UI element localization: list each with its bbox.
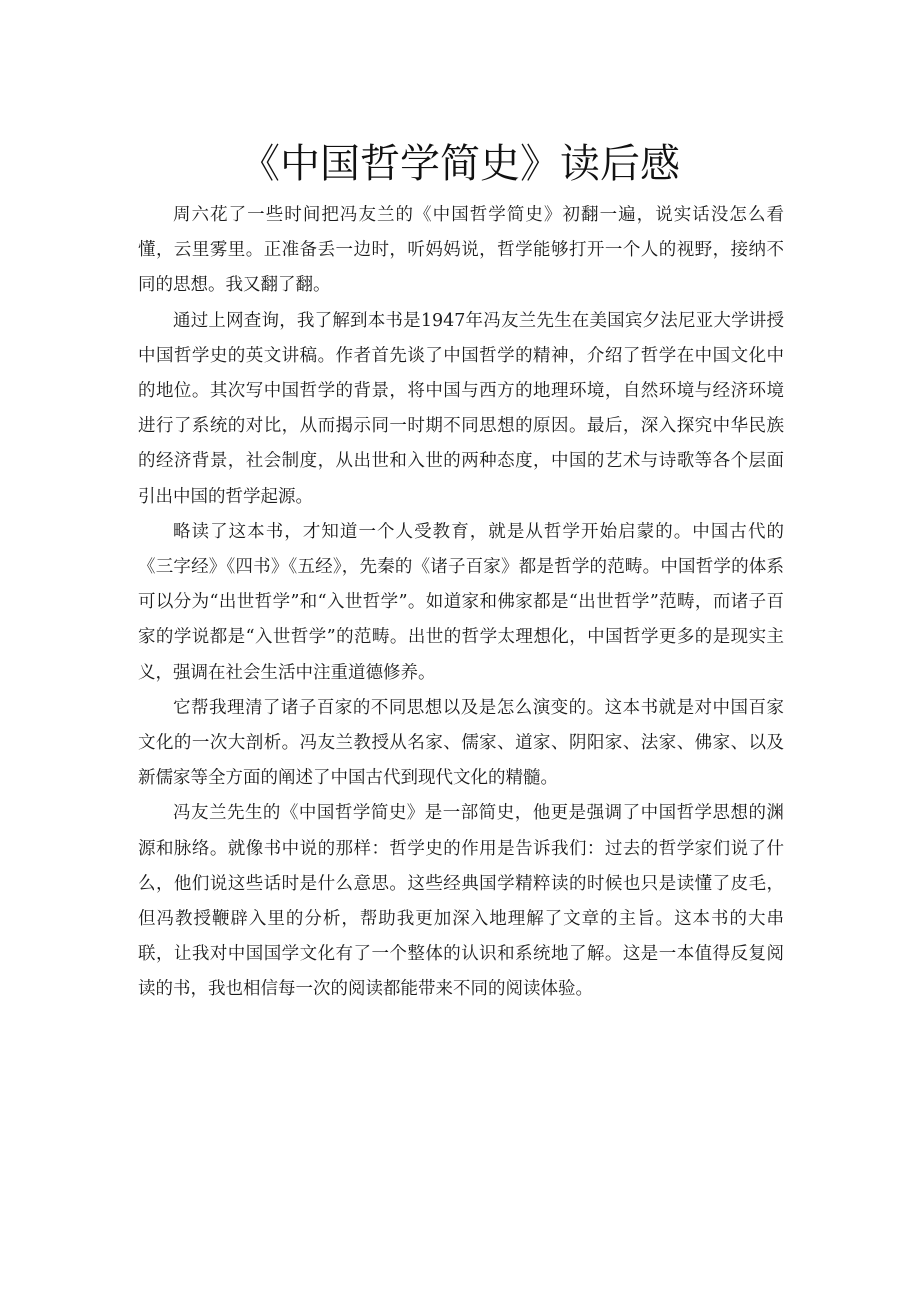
document-title: 《中国哲学简史》读后感 bbox=[240, 141, 680, 187]
document-body bbox=[138, 198, 784, 1008]
paragraph-5: 冯友兰先生的《中国哲学简史》是一部简史，他更是强调了中国哲学思想的渊源和脉络。就像书中说的那样：哲学史的作用是告诉我们：过去的哲学家们说了什么，他们说这些话时是什么意思。这些经典国学精粹读的时候也只是读懂了皮毛，但冯教授鞭辟入里的分析，帮助我更加深入地理解了文章的主旨。这本书的大串联，让我对中国国学文化有了一个整体的认识和系统地了解。这是一本值得反复阅读的书，我也相信每一次的阅读都能带来不同的阅读体验。 bbox=[138, 803, 784, 1000]
paragraph-3: 略读了这本书，才知道一个人受教育，就是从哲学开始启蒙的。中国古代的《三字经》《四书》《五经》，先秦的《诸子百家》都是哲学的范畴。中国哲学的体系可以分为“出世哲学”和“入世哲学”。如道家和佛家都是“出世哲学”范畴，而诸子百家的学说都是“入世哲学”的范畴。出世的哲学太理想化，中国哲学更多的是现实主义，强调在社会生活中注重道德修养。 bbox=[138, 521, 784, 683]
paragraph-1: 周六花了一些时间把冯友兰的《中国哲学简史》初翻一遍，说实话没怎么看懂，云里雾里。正准备丢一边时，听妈妈说，哲学能够打开一个人的视野，接纳不同的思想。我又翻了翻。 bbox=[138, 205, 784, 296]
paragraph-4: 它帮我理清了诸子百家的不同思想以及是怎么演变的。这本书就是对中国百家文化的一次大剖析。冯友兰教授从名家、儒家、道家、阴阳家、法家、佛家、以及新儒家等全方面的阐述了中国古代到现代文化的精髓。 bbox=[138, 697, 784, 789]
paragraph-2: 通过上网查询，我了解到本书是1947年冯友兰先生在美国宾夕法尼亚大学讲授中国哲学史的英文讲稿。作者首先谈了中国哲学的精神，介绍了哲学在中国文化中的地位。其次写中国哲学的背景，将中国与西方的地理环境，自然环境与经济环境进行了系统的对比，从而揭示同一时期不同思想的原因。最后，深入探究中华民族的经济背景，社会制度，从出世和入世的两种态度，中国的艺术与诗歌等各个层面引出中国的哲学起源。 bbox=[138, 310, 784, 507]
